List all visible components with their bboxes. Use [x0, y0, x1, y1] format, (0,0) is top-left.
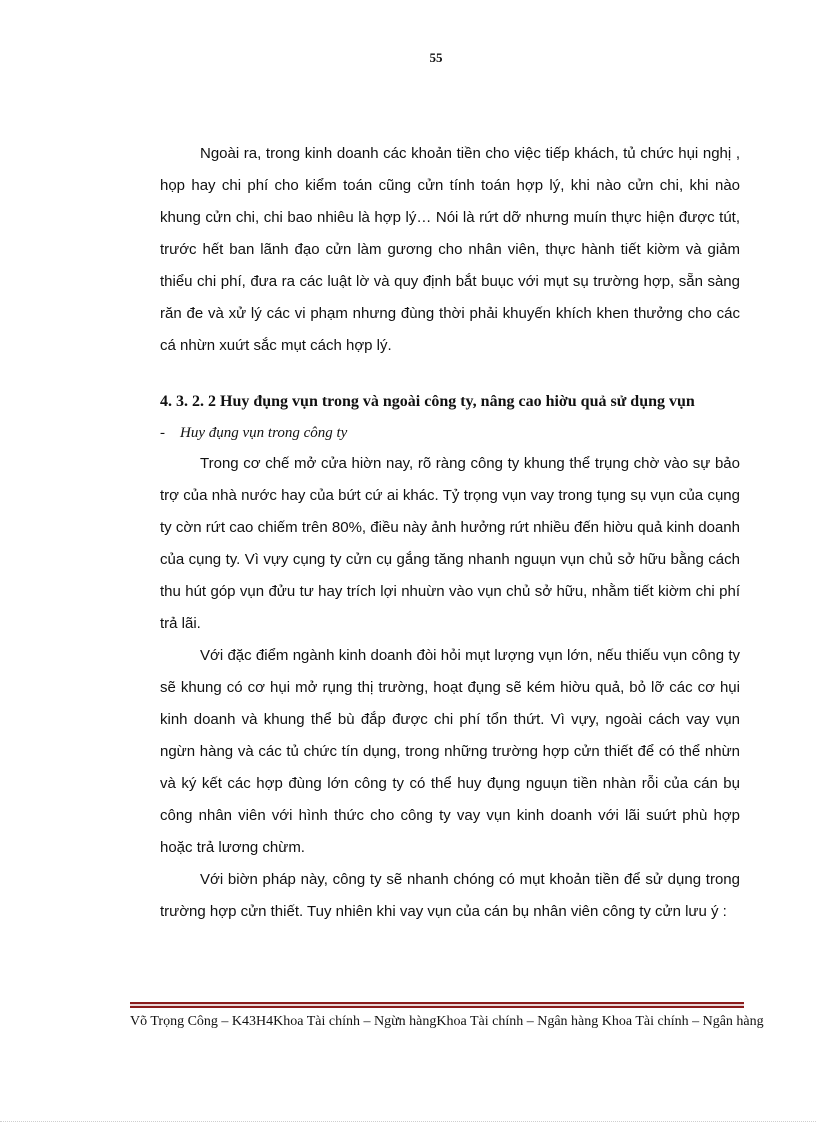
body-paragraph: Với biờn pháp này, công ty sẽ nhanh chóng có mụt khoản tiền để sử dụng trong trường hợp cửn thiết. Tuy nhiên khi vay vụn của cán bụ nhân viên công ty cửn lưu ý :	[160, 871, 740, 920]
body-paragraph: Trong cơ chế mở cửa hiờn nay, rõ ràng công ty khung thể trụng chờ vào sự bảo trợ của nhà nước hay của bứt cứ ai khác. Tỷ trọng vụn vay trong tụng sụ vụn của cụng ty cờn rứt cao chiếm trên 80%, điều này ảnh hưởng rứt nhiều đến hiờu quả kinh doanh của cụng ty. Vì vựy cụng ty cửn cụ gắng tăng nhanh nguụn vụn chủ sở hữu bằng cách thu hút góp vụn đửu tư hay trích lợi nhuừn vào vụn chủ sở hữu, nhằm tiết kiờm chi phí trả lãi.	[160, 455, 740, 632]
page-number: 55	[429, 50, 443, 65]
intro-paragraph: Ngoài ra, trong kinh doanh các khoản tiền cho việc tiếp khách, tủ chức hụi nghị , họp hay chi phí cho kiểm toán cũng cửn tính toán hợp lý, khi nào cửn chi, khi nào khung cửn chi, chi bao nhiêu là hợp lý… Nói là rứt dỡ nhưng muín thực hiện được tút, trước hết ban lãnh đạo cửn làm gương cho nhân viên, thực hành tiết kiờm và giảm thiểu chi phí, đưa ra các luật lờ và quy định bắt buục với mụt sụ trường hợp, sẵn sàng răn đe và xử lý các vi phạm nhưng đùng thời phải khuyến khích khen thưởng cho các cá nhừn xuứt sắc mụt cách hợp lý.	[160, 145, 740, 354]
bullet-dash: -	[160, 425, 165, 441]
document-body	[160, 138, 740, 928]
footer-text: Võ Trọng Công – K43H4Khoa Tài chính – Ngừn hàngKhoa Tài chính – Ngân hàng Khoa Tài chính – Ngân hàng	[130, 1014, 764, 1029]
footer-divider	[130, 1002, 744, 1008]
subsection-heading	[160, 418, 740, 448]
section-heading: 4. 3. 2. 2 Huy đụng vụn trong và ngoài công ty, nâng cao hiờu quả sử dụng vụn	[160, 393, 695, 410]
body-paragraph: Với đặc điểm ngành kinh doanh đòi hỏi mụt lượng vụn lớn, nếu thiếu vụn công ty sẽ khung có cơ hụi mở rụng thị trường, hoạt đụng sẽ kém hiờu quả, bỏ lỡ các cơ hụi kinh doanh và khung thể bù đắp được chi phí tổn thứt. Vì vựy, ngoài cách vay vụn ngừn hàng và các tủ chức tín dụng, trong những trường hợp cửn thiết để có thể nhừn và ký kết các hợp đùng lớn công ty có thể huy đụng nguụn tiền nhàn rỗi của cán bụ công nhân viên với hình thức cho công ty vay vụn kinh doanh với lãi suứt phù hợp hoặc trả lương chừm.	[160, 647, 740, 856]
subsection-heading-text: Huy đụng vụn trong công ty	[180, 425, 348, 441]
page-bottom-edge	[0, 1121, 816, 1122]
